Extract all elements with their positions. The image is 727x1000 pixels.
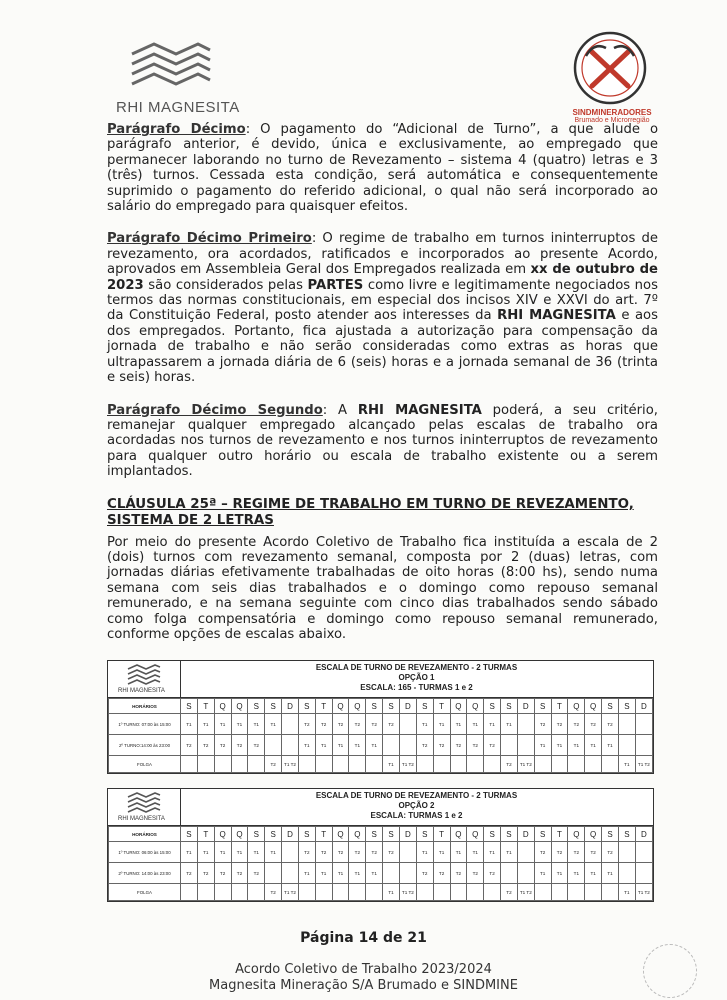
shift-cell: [585, 756, 602, 773]
day-cell: Q: [467, 699, 484, 714]
shift-cell: T2: [315, 714, 332, 735]
shift-cell: [298, 884, 315, 901]
shift-cell: T1 T2: [517, 884, 534, 901]
shift-cell: T1 T2: [635, 884, 652, 901]
day-cell: D: [282, 827, 299, 842]
day-cell: S: [298, 699, 315, 714]
sindmine-region: Brumado e Microrregião: [574, 117, 650, 124]
shift-cell: [433, 884, 450, 901]
paragraph-text: poderá, a seu critério, remanejar qualquer empregado alcançado pelas escalas de trabalho ora acordadas nos turnos de revezamento e nos turnos ininterruptos de revezamento para qualquer outro horário ou escala de trabalho existente ou a serem implantados.: [107, 402, 658, 480]
shift-cell: T2: [568, 714, 585, 735]
day-cell: S: [298, 827, 315, 842]
paragraph-text: : O regime de trabalho em turnos ininterruptos de revezamento, ora acordados, ratificados e incorporados ao presente Acordo, aprovados em Assembleia Geral dos Empregados realizada em: [107, 231, 658, 278]
shift-cell: T1: [315, 863, 332, 884]
day-cell: S: [366, 699, 383, 714]
day-cell: S: [416, 827, 433, 842]
shift-cell: [450, 884, 467, 901]
shift-cell: T1: [181, 714, 198, 735]
shift-cell: T2: [501, 884, 518, 901]
shift-cell: T2: [298, 714, 315, 735]
day-cell: S: [602, 827, 619, 842]
shift-cell: T2: [484, 863, 501, 884]
shift-cell: T2: [298, 842, 315, 863]
shift-cell: [332, 756, 349, 773]
shift-cell: [416, 884, 433, 901]
table-row: [109, 842, 653, 863]
table-header: [108, 789, 653, 826]
table-row: [109, 884, 653, 901]
day-cell: T: [433, 699, 450, 714]
day-cell: D: [635, 827, 652, 842]
shift-cell: [534, 884, 551, 901]
shift-cell: [501, 863, 518, 884]
day-cell: Q: [585, 699, 602, 714]
shift-cell: [315, 884, 332, 901]
shift-cell: T1: [602, 735, 619, 756]
row-label: 1º TURNO: 06:00 às 15:00: [109, 842, 181, 863]
table-titles: [180, 661, 653, 693]
shift-cell: [618, 863, 635, 884]
schedule-grid: [108, 826, 653, 901]
sindmine-name: SINDMINERADORES: [572, 108, 652, 117]
shift-cell: T2: [467, 735, 484, 756]
shift-cell: [197, 756, 214, 773]
shift-cell: T2: [585, 714, 602, 735]
row-label: 2º TURNO: 14:00 às 23:00: [109, 863, 181, 884]
rhi-logo-icon: [128, 40, 214, 94]
shift-cell: [315, 756, 332, 773]
shift-cell: T1 T2: [399, 756, 416, 773]
clause-text: Por meio do presente Acordo Coletivo de Trabalho fica instituída a escala de 2 (dois) turnos com revezamento semanal, composta por 2 (duas) letras, com jornadas diárias efetivamente trabalhadas de oito horas (8:00 hs), sendo numa semana com seis dias trabalhados e o domingo como repouso semanal remunerado, e na semana seguinte com cinco dias trabalhados sendo sábado como folga compensatória e domingo como repouso semanal remunerado, conforme opções de escalas abaixo.: [107, 534, 658, 642]
shift-cell: T2: [383, 714, 400, 735]
sindmineradores-logo: [552, 30, 672, 125]
day-cell: T: [197, 827, 214, 842]
day-cell: Q: [231, 827, 248, 842]
shift-cell: T1: [265, 842, 282, 863]
shift-cell: T2: [231, 863, 248, 884]
shift-cell: [399, 735, 416, 756]
shift-cell: T2: [231, 735, 248, 756]
shift-cell: [618, 714, 635, 735]
shift-cell: T1: [534, 735, 551, 756]
bold-company: RHI MAGNESITA: [357, 402, 482, 418]
shift-cell: T1: [433, 842, 450, 863]
shift-cell: T1: [450, 842, 467, 863]
shift-cell: [265, 735, 282, 756]
shift-cell: T2: [433, 863, 450, 884]
shift-cell: T2: [534, 714, 551, 735]
shift-cell: T2: [197, 735, 214, 756]
table-scale: ESCALA: TURMAS 1 e 2: [370, 811, 463, 820]
shift-cell: T1: [214, 842, 231, 863]
shift-cell: T1: [265, 714, 282, 735]
shift-cell: [231, 756, 248, 773]
day-cell: Q: [349, 827, 366, 842]
paragraph-label: Parágrafo Décimo Primeiro: [107, 231, 312, 247]
day-cell: Q: [214, 699, 231, 714]
table-titles: [180, 789, 653, 821]
table-row: [109, 863, 653, 884]
shift-cell: T1: [197, 714, 214, 735]
shift-cell: T1: [181, 842, 198, 863]
shift-cell: [282, 842, 299, 863]
day-cell: S: [265, 699, 282, 714]
shift-cell: T2: [602, 714, 619, 735]
table-row: [109, 735, 653, 756]
shift-cell: [602, 884, 619, 901]
shift-cell: T1: [383, 884, 400, 901]
day-cell: Q: [467, 827, 484, 842]
shift-cell: [585, 884, 602, 901]
shift-cell: T1: [349, 735, 366, 756]
shift-cell: [383, 735, 400, 756]
shift-cell: [399, 842, 416, 863]
shift-cell: [534, 756, 551, 773]
shift-cell: T1: [450, 714, 467, 735]
shift-cell: [399, 863, 416, 884]
shift-cell: [635, 863, 652, 884]
shift-cell: [282, 714, 299, 735]
shift-cell: T1: [534, 863, 551, 884]
shift-cell: [568, 884, 585, 901]
paragraph-text: como livre e legitimamente negociados nos termos das normas constitucionais, em especial dos incisos XIV e XXVI do art. 7º da Constituição Federal, posto atender aos interesses da: [107, 277, 658, 324]
document-body: [107, 122, 658, 659]
shift-cell: T2: [484, 735, 501, 756]
day-cell: S: [484, 827, 501, 842]
day-cell: Q: [214, 827, 231, 842]
shift-cell: T2: [551, 714, 568, 735]
shift-cell: T2: [467, 863, 484, 884]
footer-line-2: Magnesita Mineração S/A Brumado e SINDMINE: [209, 978, 518, 993]
paragraph-decimo-primeiro: [107, 231, 658, 385]
shift-cell: [349, 884, 366, 901]
day-cell: S: [534, 699, 551, 714]
shift-cell: T2: [585, 842, 602, 863]
shift-cell: [383, 863, 400, 884]
shift-cell: T2: [214, 863, 231, 884]
shift-cell: T1 T2: [399, 884, 416, 901]
shift-cell: [433, 756, 450, 773]
rhi-logo-text: RHI MAGNESITA: [116, 99, 240, 116]
shift-cell: T2: [265, 756, 282, 773]
day-cell: S: [181, 827, 198, 842]
shift-cell: [248, 756, 265, 773]
day-cell: D: [399, 827, 416, 842]
shift-cell: [568, 756, 585, 773]
table-option: OPÇÃO 2: [398, 801, 435, 810]
row-label: 1º TURNO: 07:00 às 15:00: [109, 714, 181, 735]
shift-cell: T1: [315, 735, 332, 756]
shift-cell: [635, 714, 652, 735]
day-cell: Q: [568, 827, 585, 842]
day-cell: S: [265, 827, 282, 842]
shift-cell: [181, 756, 198, 773]
footer-line-1: Acordo Coletivo de Trabalho 2023/2024: [235, 962, 492, 977]
shift-cell: T2: [332, 842, 349, 863]
shift-cell: T1: [231, 842, 248, 863]
shift-cell: T2: [265, 884, 282, 901]
shift-cell: T1: [349, 863, 366, 884]
row-label: HORÁRIOS: [109, 827, 181, 842]
shift-cell: T1: [568, 735, 585, 756]
day-cell: Q: [450, 827, 467, 842]
shift-cell: [467, 756, 484, 773]
day-cell: Q: [585, 827, 602, 842]
day-cell: S: [181, 699, 198, 714]
shift-cell: T1: [197, 842, 214, 863]
shift-cell: T1: [366, 863, 383, 884]
shift-cell: T1: [231, 714, 248, 735]
table-option: OPÇÃO 1: [398, 673, 435, 682]
day-cell: T: [197, 699, 214, 714]
day-cell: S: [534, 827, 551, 842]
day-cell: T: [315, 699, 332, 714]
shift-cell: [332, 884, 349, 901]
day-cell: Q: [332, 699, 349, 714]
schedule-table-option-2: [107, 788, 654, 902]
day-cell: S: [416, 699, 433, 714]
shift-cell: T1: [618, 756, 635, 773]
rhi-logo-icon: [126, 663, 162, 687]
shift-cell: [551, 884, 568, 901]
shift-cell: [349, 756, 366, 773]
shift-cell: T2: [332, 714, 349, 735]
row-label: FOLGA: [109, 756, 181, 773]
schedule-grid: [108, 698, 653, 773]
shift-cell: [517, 735, 534, 756]
shift-cell: [551, 756, 568, 773]
shift-cell: T1: [467, 714, 484, 735]
table-row: [109, 714, 653, 735]
shift-cell: T1: [602, 863, 619, 884]
day-cell: S: [501, 699, 518, 714]
day-cell: S: [618, 827, 635, 842]
shift-cell: T1: [484, 714, 501, 735]
shift-cell: T1: [383, 756, 400, 773]
shift-cell: [517, 863, 534, 884]
shift-cell: T2: [248, 863, 265, 884]
shift-cell: T2: [248, 735, 265, 756]
table-row: [109, 756, 653, 773]
shift-cell: T2: [450, 863, 467, 884]
shift-cell: T1: [551, 863, 568, 884]
paragraph-text: : O pagamento do “Adicional de Turno”, a que alude o parágrafo anterior, é devido, única e exclusivamente, ao empregado que permanecer laborando no turno de Revezamento – sistema 4 (quatro) letras e 3 (três) turnos. Cessada esta condição, será automática e consequentemente suprimido o pagamento do referido adicional, o qual não será incorporado ao salário do empregado para quaisquer efeitos.: [107, 122, 659, 215]
shift-cell: T2: [349, 714, 366, 735]
table-title: ESCALA DE TURNO DE REVEZAMENTO - 2 TURMAS: [315, 791, 518, 800]
shift-cell: T1: [585, 863, 602, 884]
shift-cell: [602, 756, 619, 773]
table-logo-text: RHI MAGNESITA: [118, 816, 165, 822]
table-row: [109, 827, 653, 842]
shift-cell: [265, 863, 282, 884]
shift-cell: [231, 884, 248, 901]
shift-cell: T2: [568, 842, 585, 863]
shift-cell: [248, 884, 265, 901]
shift-cell: [635, 842, 652, 863]
shift-cell: T1: [585, 735, 602, 756]
day-cell: Q: [450, 699, 467, 714]
shift-cell: [366, 884, 383, 901]
shift-cell: T1 T2: [282, 884, 299, 901]
schedule-table-option-1: [107, 660, 654, 774]
shift-cell: [484, 884, 501, 901]
day-cell: Q: [349, 699, 366, 714]
day-cell: S: [383, 699, 400, 714]
rhi-logo-icon: [126, 791, 162, 815]
day-cell: D: [282, 699, 299, 714]
shift-cell: T2: [602, 842, 619, 863]
day-cell: S: [366, 827, 383, 842]
day-cell: S: [383, 827, 400, 842]
day-cell: Q: [332, 827, 349, 842]
shift-cell: T2: [349, 842, 366, 863]
bold-partes: PARTES: [307, 277, 364, 293]
shift-cell: [282, 735, 299, 756]
day-cell: S: [602, 699, 619, 714]
shift-cell: [618, 735, 635, 756]
paragraph-text: : A: [322, 402, 358, 418]
day-cell: S: [501, 827, 518, 842]
shift-cell: [467, 884, 484, 901]
sindmine-seal-icon: [572, 30, 648, 106]
table-logo: [108, 789, 181, 825]
shift-cell: [214, 884, 231, 901]
page-header: [0, 0, 727, 125]
shift-cell: T1 T2: [517, 756, 534, 773]
shift-cell: [399, 714, 416, 735]
day-cell: S: [618, 699, 635, 714]
row-label: FOLGA: [109, 884, 181, 901]
paragraph-decimo-segundo: [107, 403, 658, 480]
day-cell: T: [551, 699, 568, 714]
shift-cell: [181, 884, 198, 901]
shift-cell: T2: [551, 842, 568, 863]
shift-cell: T1: [501, 842, 518, 863]
page-number: Página 14 de 21: [300, 930, 427, 946]
shift-cell: T1: [248, 714, 265, 735]
shift-cell: [214, 756, 231, 773]
paragraph-text: e aos dos empregados. Portanto, fica ajustada a autorização para compensação da jornada de trabalho e não serão consideradas como extras as horas que ultrapassarem a jornada diária de 6 (seis) horas e a jornada semanal de 36 (trinta e seis) horas.: [107, 308, 658, 386]
table-logo: [108, 661, 181, 697]
table-logo-text: RHI MAGNESITA: [118, 688, 165, 694]
shift-cell: [416, 756, 433, 773]
shift-cell: T1: [433, 714, 450, 735]
shift-cell: T1 T2: [282, 756, 299, 773]
paragraph-label: Parágrafo Décimo: [107, 122, 246, 137]
day-cell: D: [399, 699, 416, 714]
day-cell: T: [433, 827, 450, 842]
shift-cell: [197, 884, 214, 901]
shift-cell: [366, 756, 383, 773]
shift-cell: T1 T2: [635, 756, 652, 773]
bold-company: RHI MAGNESITA: [497, 308, 616, 324]
rhi-magnesita-logo: [116, 40, 240, 120]
shift-cell: T2: [450, 735, 467, 756]
shift-cell: T2: [197, 863, 214, 884]
shift-cell: [282, 863, 299, 884]
shift-cell: T2: [383, 842, 400, 863]
clause-title: CLÁUSULA 25ª – REGIME DE TRABALHO EM TURNO DE REVEZAMENTO, SISTEMA DE 2 LETRAS: [107, 496, 634, 528]
table-row: [109, 699, 653, 714]
paragraph-label: Parágrafo Décimo Segundo: [107, 402, 323, 418]
shift-cell: T2: [214, 735, 231, 756]
shift-cell: T2: [416, 735, 433, 756]
shift-cell: T1: [416, 842, 433, 863]
table-header: [108, 661, 653, 698]
paragraph-text: são considerados pelas: [143, 277, 308, 293]
row-label: HORÁRIOS: [109, 699, 181, 714]
shift-cell: [298, 756, 315, 773]
shift-cell: T1: [416, 714, 433, 735]
day-cell: S: [248, 699, 265, 714]
shift-cell: [450, 756, 467, 773]
day-cell: D: [635, 699, 652, 714]
shift-cell: T1: [332, 863, 349, 884]
shift-cell: [517, 714, 534, 735]
day-cell: T: [315, 827, 332, 842]
shift-cell: [618, 842, 635, 863]
day-cell: S: [484, 699, 501, 714]
shift-cell: T1: [298, 735, 315, 756]
shift-cell: T2: [433, 735, 450, 756]
shift-cell: T2: [501, 756, 518, 773]
shift-cell: T2: [366, 842, 383, 863]
shift-cell: T2: [416, 863, 433, 884]
shift-cell: T1: [501, 714, 518, 735]
table-title: ESCALA DE TURNO DE REVEZAMENTO - 2 TURMAS: [315, 663, 518, 672]
shift-cell: T1: [467, 842, 484, 863]
row-label: 2º TURNO:14:00 às 23:00: [109, 735, 181, 756]
day-cell: T: [551, 827, 568, 842]
shift-cell: T1: [332, 735, 349, 756]
shift-cell: T2: [366, 714, 383, 735]
stamp-icon: [643, 944, 697, 998]
day-cell: Q: [231, 699, 248, 714]
shift-cell: T1: [568, 863, 585, 884]
shift-cell: T1: [484, 842, 501, 863]
paragraph-decimo: [107, 122, 658, 214]
shift-cell: T2: [181, 863, 198, 884]
shift-cell: T1: [366, 735, 383, 756]
shift-cell: T1: [214, 714, 231, 735]
day-cell: S: [248, 827, 265, 842]
shift-cell: T1: [298, 863, 315, 884]
shift-cell: T2: [534, 842, 551, 863]
shift-cell: T1: [618, 884, 635, 901]
day-cell: D: [517, 699, 534, 714]
shift-cell: [501, 735, 518, 756]
shift-cell: T2: [181, 735, 198, 756]
shift-cell: [635, 735, 652, 756]
shift-cell: [517, 842, 534, 863]
day-cell: D: [517, 827, 534, 842]
shift-cell: [484, 756, 501, 773]
table-scale: ESCALA: 165 - TURMAS 1 e 2: [360, 683, 473, 692]
shift-cell: T1: [551, 735, 568, 756]
shift-cell: T1: [248, 842, 265, 863]
bold-date: xx de outubro de 2023: [107, 262, 658, 293]
shift-cell: T2: [315, 842, 332, 863]
day-cell: Q: [568, 699, 585, 714]
